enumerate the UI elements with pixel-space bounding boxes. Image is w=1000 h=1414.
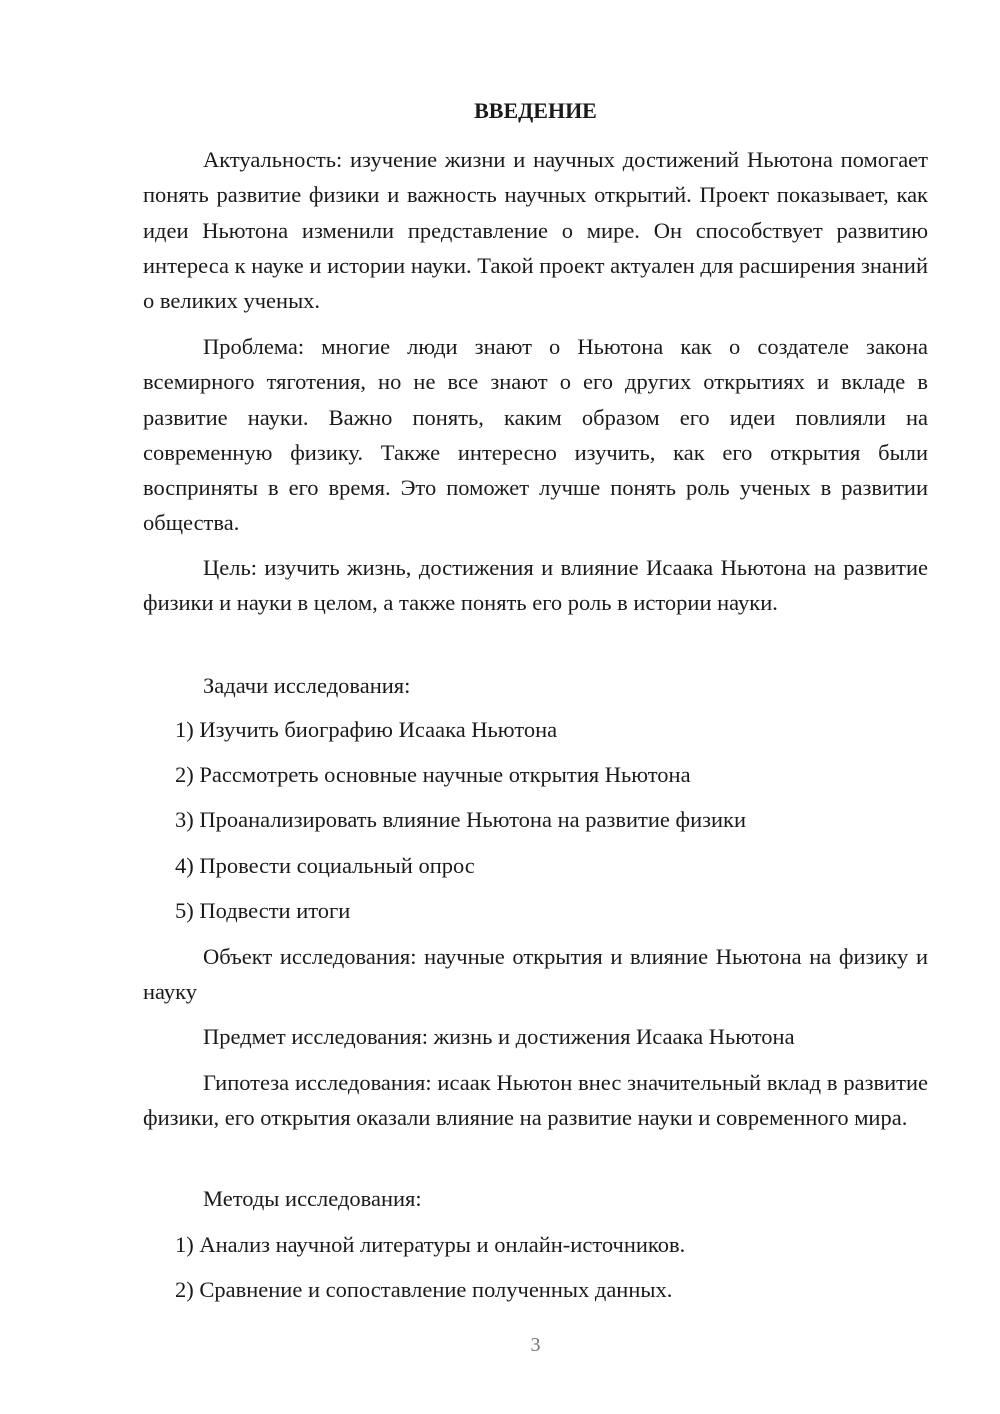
goal-paragraph: Цель: изучить жизнь, достижения и влияние Исаака Ньютона на развитие физики и науки в целом, а также понять его роль в истории науки.	[143, 555, 928, 616]
page-number: 3	[530, 1334, 541, 1356]
document-page	[143, 0, 928, 1414]
subject-paragraph: Предмет исследования: жизнь и достижения Исаака Ньютона	[203, 1024, 795, 1049]
hypothesis-paragraph: Гипотеза исследования: исаак Ньютон внес значительный вклад в развитие физики, его открытия оказали влияние на развитие науки и современного мира.	[143, 1070, 928, 1131]
problem-paragraph: Проблема: многие люди знают о Ньютона как о создателе закона всемирного тяготения, но не все знают о его других открытиях и вкладе в развитие науки. Важно понять, каким образом его идеи повлияли на современную физику. Также интересно изучить, как его открытия были восприняты в его время. Это поможет лучше понять роль ученых в развитии общества.	[143, 334, 928, 536]
task-item: 4) Провести социальный опрос	[175, 853, 475, 878]
task-item: 3) Проанализировать влияние Ньютона на развитие физики	[175, 807, 747, 832]
task-item: 1) Изучить биографию Исаака Ньютона	[175, 717, 558, 742]
relevance-paragraph: Актуальность: изучение жизни и научных достижений Ньютона помогает понять развитие физики и важность научных открытий. Проект показывает, как идеи Ньютона изменили представление о мире. Он способствует развитию интереса к науке и истории науки. Такой проект актуален для расширения знаний о великих ученых.	[143, 147, 928, 314]
tasks-title: Задачи исследования:	[203, 673, 411, 698]
method-item: 2) Сравнение и сопоставление полученных данных.	[175, 1277, 673, 1302]
method-item: 1) Анализ научной литературы и онлайн-источников.	[175, 1232, 686, 1257]
task-item: 5) Подвести итоги	[175, 898, 351, 923]
task-item: 2) Рассмотреть основные научные открытия Ньютона	[175, 762, 691, 787]
methods-title: Методы исследования:	[203, 1186, 422, 1211]
object-paragraph: Объект исследования: научные открытия и влияние Ньютона на физику и науку	[143, 944, 928, 1005]
section-heading: ВВЕДЕНИЕ	[474, 98, 597, 123]
